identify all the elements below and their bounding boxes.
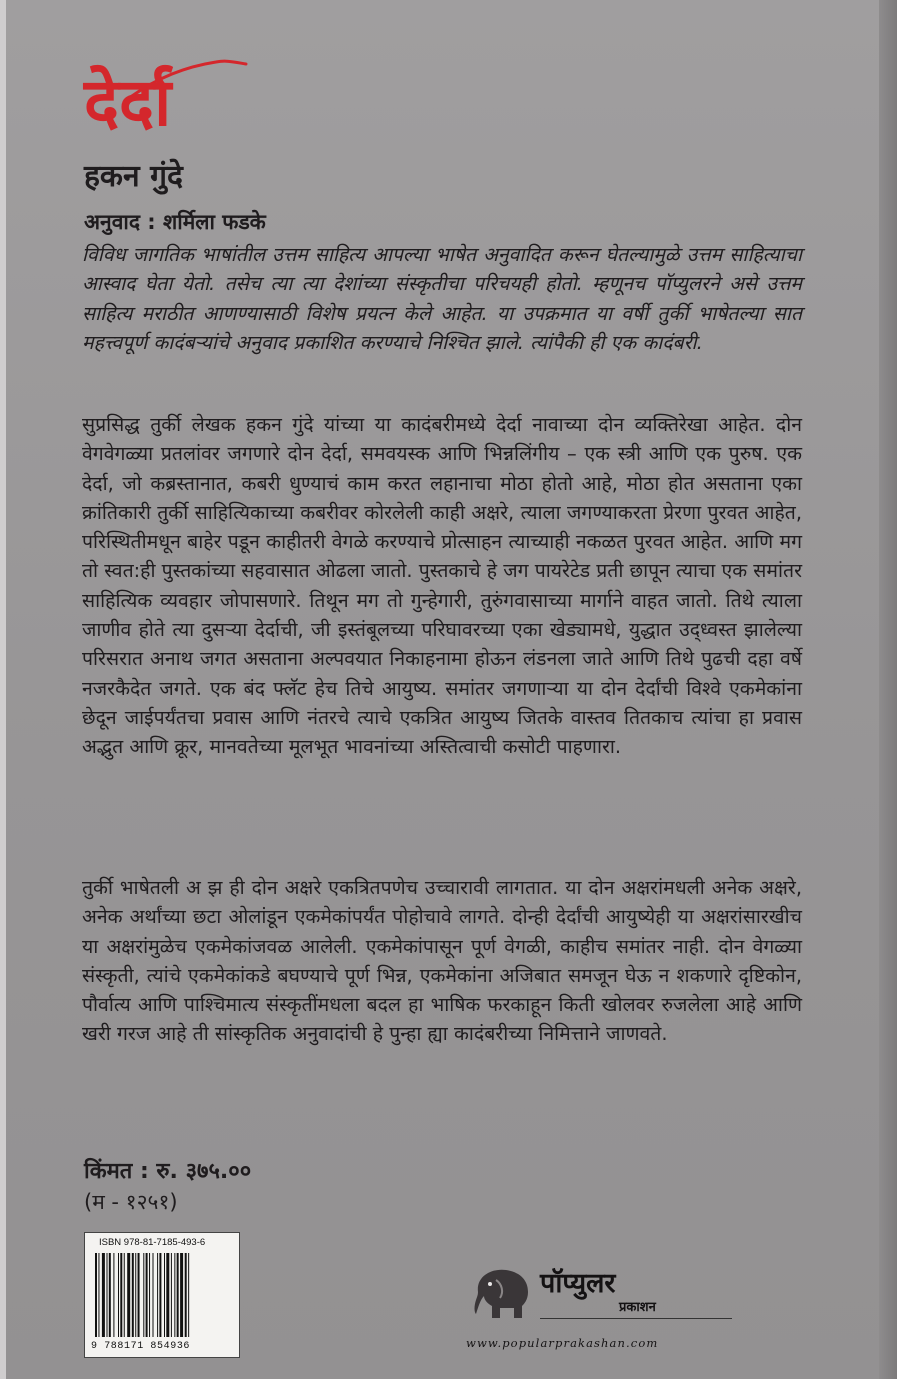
publisher-name: पॉप्युलर — [540, 1268, 616, 1299]
page-edge-left — [0, 0, 6, 1379]
translator-credit: अनुवाद : शर्मिला फडके — [84, 210, 266, 234]
commentary-paragraph: तुर्की भाषेतली अ झ ही दोन अक्षरे एकत्रितपणेच उच्चारावी लागतात. या दोन अक्षरांमधली अनेक अक्षरे, अनेक अर्थांच्या छटा ओलांडून एकमेकांपर्यंत पोहोचावे लागते. दोन्ही देर्दांची आयुष्येही या अक्षरांसारखीच या अक्षरांमुळेच एकमेकांजवळ आलेली. एकमेकांपासून पूर्ण वेगळी, काहीच समांतर नाही. दोन वेगळ्या संस्कृती, त्यांचे एकमेकांकडे बघण्याचे पूर्ण भिन्न, एकमेकांना अजिबात समजून घेऊ न शकणारे दृष्टिकोन, पौर्वात्य आणि पाश्चिमात्य संस्कृतींमधला बदल हा भाषिक फरकाहून किती खोलवर रुजलेला आहे आणि खरी गरज आहे ती सांस्कृतिक अनुवादांची हे पुन्हा ह्या कादंबरीच्या निमित्ताने जाणवते. — [82, 876, 802, 1046]
synopsis-paragraph: सुप्रसिद्ध तुर्की लेखक हकन गुंदे यांच्या या कादंबरीमध्ये देर्दा नावाच्या दोन व्यक्तिरेखा आहेत. दोन वेगवेगळ्या प्रतलांवर जगणारे दोन देर्दा, समवयस्क आणि भिन्नलिंगीय – एक स्त्री आणि एक पुरुष. एक देर्दा, जो कब्रस्तानात, कबरी धुण्याचं काम करत लहानाचा मोठा होतो आहे, मोठा होत असताना एका क्रांतिकारी तुर्की साहित्यिकाच्या कबरीवर कोरलेली काही अक्षरे, त्याला जगण्याकरता प्रेरणा पुरवत आहेत, परिस्थितीमधून बाहेर पडून काहीतरी वेगळे करण्याचे प्रोत्साहन त्याच्याही नकळत पुरवत आहेत. आणि मग तो स्वत:ही पुस्तकांच्या सहवासात ओढला जातो. पुस्तकाचे हे जग पायरेटेड प्रती छापून त्याचा एक समांतर साहित्यिक व्यवहार जोपासणारे. तिथून मग तो गुन्हेगारी, तुरुंगवासाच्या मार्गाने वाहत जातो. तिथे त्याला जाणीव होते त्या दुसऱ्या देर्दाची, जी इस्तंबूलच्या परिघावरच्या एका खेड्यामधे, युद्धात उद्ध्वस्त झालेल्या परिसरात अनाथ जगत असताना अल्पवयात निकाहनामा होऊन लंडनला जाते आणि तिथे पुढची दहा वर्षे नजरकैदेत जगते. एक बंद फ्लॅट हेच तिचे आयुष्य. समांतर जगणाऱ्या या दोन देर्दांची विश्वे एकमेकांना छेदून जाईपर्यंतचा प्रवास आणि नंतरचे त्याचे एकत्रित आयुष्य जितके वास्तव तितकाच त्यांचा हा प्रवास अद्भुत आणि क्रूर, मानवतेच्या मूलभूत भावनांच्या अस्तित्वाची कसोटी पाहणारा. — [82, 413, 802, 759]
barcode-bar — [174, 1253, 175, 1337]
barcode-bar — [118, 1253, 119, 1337]
barcode-bar — [127, 1253, 130, 1337]
publisher-url: www.popularprakashan.com — [466, 1336, 659, 1350]
elephant-logo-icon — [470, 1262, 536, 1322]
barcode-bar — [107, 1253, 108, 1337]
book-title: देर्दा — [84, 63, 172, 141]
barcode-bar — [95, 1253, 97, 1337]
barcode-bar — [185, 1253, 187, 1337]
barcode-bar — [98, 1253, 99, 1337]
barcode-bar — [157, 1253, 158, 1337]
barcode-bar — [138, 1253, 140, 1337]
publisher-subtitle: प्रकाशन — [619, 1300, 656, 1315]
publisher-divider — [540, 1318, 732, 1319]
barcode-bar — [159, 1253, 161, 1337]
barcode-bar — [124, 1253, 125, 1337]
barcode-number: 9 788171 854936 — [91, 1341, 191, 1352]
barcode-bar — [109, 1253, 111, 1337]
barcode-bar — [143, 1253, 144, 1337]
barcode-bar — [166, 1253, 169, 1337]
barcode-bar — [164, 1253, 165, 1337]
intro-paragraph: विविध जागतिक भाषांतील उत्तम साहित्य आपल्या भाषेत अनुवादित करून घेतल्यामुळे उत्तम साहित्याचा आस्वाद घेता येतो. तसेच त्या त्या देशांच्या संस्कृतीचा परिचयही होतो. म्हणूनच पॉप्युलरने असे उत्तम साहित्य मराठीत आणण्यासाठी विशेष प्रयत्न केले आहेत. या उपक्रमात या वर्षी तुर्की भाषेतल्या सात महत्त्वपूर्ण कादंबऱ्यांचे अनुवाद प्रकाशित करण्याचे निश्चित झाले. त्यांपैकी ही एक कादंबरी. — [82, 243, 802, 354]
barcode-bar — [120, 1253, 122, 1337]
barcode-bar — [188, 1253, 189, 1337]
barcode-bar — [146, 1253, 148, 1337]
barcode-bar — [153, 1253, 154, 1337]
barcode-bar — [135, 1253, 136, 1337]
barcode-panel — [84, 1232, 240, 1358]
barcode-bar — [102, 1253, 105, 1337]
isbn-text: ISBN 978-81-7185-493-6 — [99, 1237, 206, 1248]
barcode-icon — [93, 1253, 231, 1339]
barcode-bar — [171, 1253, 172, 1337]
price-label: किंमत : रु. ३७५.०० — [84, 1159, 252, 1184]
catalog-code: (म - १२५१) — [84, 1190, 178, 1214]
barcode-bar — [180, 1253, 183, 1337]
barcode-bar — [132, 1253, 134, 1337]
barcode-bar — [177, 1253, 179, 1337]
barcode-bar — [149, 1253, 150, 1337]
author-name: हकन गुंदे — [84, 159, 183, 194]
barcode-bar — [113, 1253, 114, 1337]
page-edge-right — [879, 0, 897, 1379]
